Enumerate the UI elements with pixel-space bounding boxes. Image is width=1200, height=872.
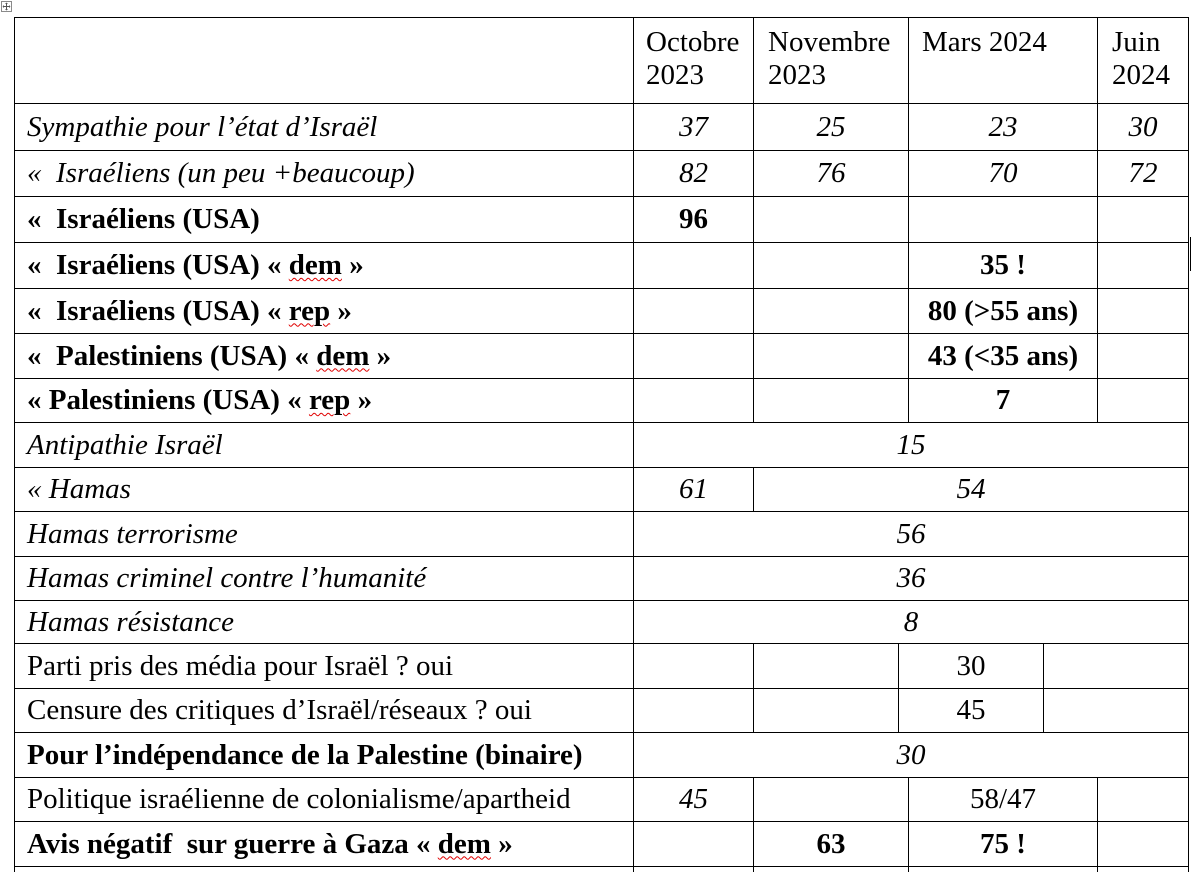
value-cell-octobre[interactable]: 61 (633, 467, 754, 512)
row-label[interactable] (14, 242, 634, 289)
column-header-octobre-2023[interactable] (633, 17, 754, 104)
row-label[interactable] (14, 288, 634, 334)
empty-cell[interactable] (633, 378, 754, 423)
spellcheck-flagged-word[interactable]: rep (288, 294, 331, 327)
empty-cell[interactable] (753, 643, 899, 689)
value-cell-juin[interactable]: 30 (1097, 103, 1189, 151)
value-cell-octobre[interactable]: 37 (633, 103, 754, 151)
empty-cell[interactable] (1097, 288, 1189, 334)
value-cell-novembre[interactable]: 25 (753, 103, 909, 151)
row-label[interactable]: Sympathie pour l’état d’Israël (14, 103, 634, 151)
empty-cell[interactable] (753, 378, 909, 423)
empty-cell[interactable] (753, 777, 909, 822)
spellcheck-flagged-word[interactable]: rep (308, 384, 351, 416)
value-cell-merged[interactable]: 56 (633, 511, 1189, 557)
empty-cell[interactable] (753, 242, 909, 289)
column-header-line: Novembre (768, 26, 891, 58)
value-cell-novembre[interactable]: 76 (753, 150, 909, 197)
column-header-line: 2024 (1112, 59, 1170, 91)
empty-cell[interactable] (1097, 378, 1189, 423)
row-label[interactable]: Hamas terrorisme (14, 511, 634, 557)
spellcheck-flagged-word[interactable]: dem (316, 339, 370, 372)
value-cell-octobre[interactable]: 82 (633, 150, 754, 197)
row-label[interactable]: « Hamas (14, 467, 634, 512)
empty-cell[interactable] (1097, 196, 1189, 243)
empty-cell[interactable] (753, 196, 909, 243)
column-header-line: Mars 2024 (922, 26, 1047, 58)
value-cell-merged[interactable]: 36 (633, 556, 1189, 601)
row-label[interactable] (14, 333, 634, 379)
value-cell-mars[interactable]: 23 (908, 103, 1098, 151)
empty-cell[interactable] (1097, 866, 1189, 872)
row-label[interactable]: « Israéliens (USA) (14, 196, 634, 243)
spellcheck-flagged-word[interactable]: dem (437, 827, 491, 860)
row-label-text-end: » (369, 339, 392, 372)
row-label-text-end: » (490, 827, 513, 860)
empty-cell[interactable] (633, 688, 754, 733)
value-cell-octobre[interactable]: 45 (633, 777, 754, 822)
row-label-text-end: » (350, 384, 373, 416)
value-cell-mars[interactable]: 75 ! (908, 821, 1098, 867)
empty-cell[interactable] (14, 866, 634, 872)
value-cell-merged[interactable]: 54 (753, 467, 1189, 512)
empty-cell[interactable] (1097, 242, 1189, 289)
value-cell-octobre[interactable]: 96 (633, 196, 754, 243)
column-header-novembre-2023[interactable] (753, 17, 909, 104)
row-label-text: Avis négatif sur guerre à Gaza « (27, 827, 438, 860)
empty-cell[interactable] (1097, 777, 1189, 822)
empty-cell[interactable] (1043, 643, 1189, 689)
empty-cell[interactable] (908, 866, 1098, 872)
empty-cell[interactable] (633, 821, 754, 867)
value-cell-merged[interactable]: 15 (633, 422, 1189, 468)
value-cell-mars[interactable]: 35 ! (908, 242, 1098, 289)
table-move-handle-icon[interactable] (1, 1, 12, 12)
empty-cell[interactable] (1097, 821, 1189, 867)
value-cell-merged[interactable]: 8 (633, 600, 1189, 644)
row-label-text: « Israéliens (USA) « (27, 249, 289, 281)
value-cell-mars[interactable]: 30 (898, 643, 1044, 689)
value-cell-merged[interactable]: 30 (633, 732, 1189, 778)
row-label[interactable]: « Israéliens (un peu +beaucoup) (14, 150, 634, 197)
column-header-line: 2023 (768, 59, 826, 91)
empty-cell[interactable] (633, 288, 754, 334)
header-empty-cell[interactable] (14, 17, 634, 104)
row-label[interactable]: Hamas résistance (14, 600, 634, 644)
value-cell-mars[interactable]: 7 (908, 378, 1098, 423)
value-cell-mars[interactable]: 58/47 (908, 777, 1098, 822)
empty-cell[interactable] (633, 333, 754, 379)
empty-cell[interactable] (1043, 688, 1189, 733)
empty-cell[interactable] (633, 643, 754, 689)
value-cell-mars[interactable]: 43 (<35 ans) (908, 333, 1098, 379)
column-header-line: Juin (1112, 26, 1161, 58)
empty-cell[interactable] (1097, 333, 1189, 379)
row-label[interactable]: Hamas criminel contre l’humanité (14, 556, 634, 601)
row-label[interactable]: Politique israélienne de colonialisme/apartheid (14, 777, 634, 822)
empty-cell[interactable] (753, 333, 909, 379)
column-header-juin-2024[interactable] (1097, 17, 1189, 104)
spellcheck-flagged-word[interactable]: dem (288, 249, 342, 281)
column-header-line: Octobre (646, 26, 740, 58)
row-label[interactable]: Pour l’indépendance de la Palestine (binaire) (14, 732, 634, 778)
value-cell-juin[interactable]: 72 (1097, 150, 1189, 197)
row-label[interactable] (14, 821, 634, 867)
row-label-text-end: » (341, 249, 364, 281)
value-cell-mars[interactable]: 80 (>55 ans) (908, 288, 1098, 334)
row-label[interactable] (14, 378, 634, 423)
column-header-mars-2024[interactable] (908, 17, 1098, 104)
row-label-text: « Palestiniens (USA) « (27, 384, 309, 416)
row-label-text-end: » (330, 294, 352, 327)
row-label-text: « Palestiniens (USA) « (27, 339, 317, 372)
empty-cell[interactable] (633, 866, 754, 872)
empty-cell[interactable] (633, 242, 754, 289)
row-label[interactable]: Censure des critiques d’Israël/réseaux ? oui (14, 688, 634, 733)
end-of-row-marker (1190, 237, 1191, 271)
row-label[interactable]: Parti pris des média pour Israël ? oui (14, 643, 634, 689)
row-label-text: « Israéliens (USA) « (27, 294, 289, 327)
value-cell-novembre[interactable]: 63 (753, 821, 909, 867)
empty-cell[interactable] (908, 196, 1098, 243)
value-cell-mars[interactable]: 70 (908, 150, 1098, 197)
empty-cell[interactable] (753, 288, 909, 334)
empty-cell[interactable] (753, 688, 899, 733)
empty-cell[interactable] (753, 866, 909, 872)
row-label[interactable]: Antipathie Israël (14, 422, 634, 468)
value-cell-mars[interactable]: 45 (898, 688, 1044, 733)
column-header-line: 2023 (646, 59, 704, 91)
